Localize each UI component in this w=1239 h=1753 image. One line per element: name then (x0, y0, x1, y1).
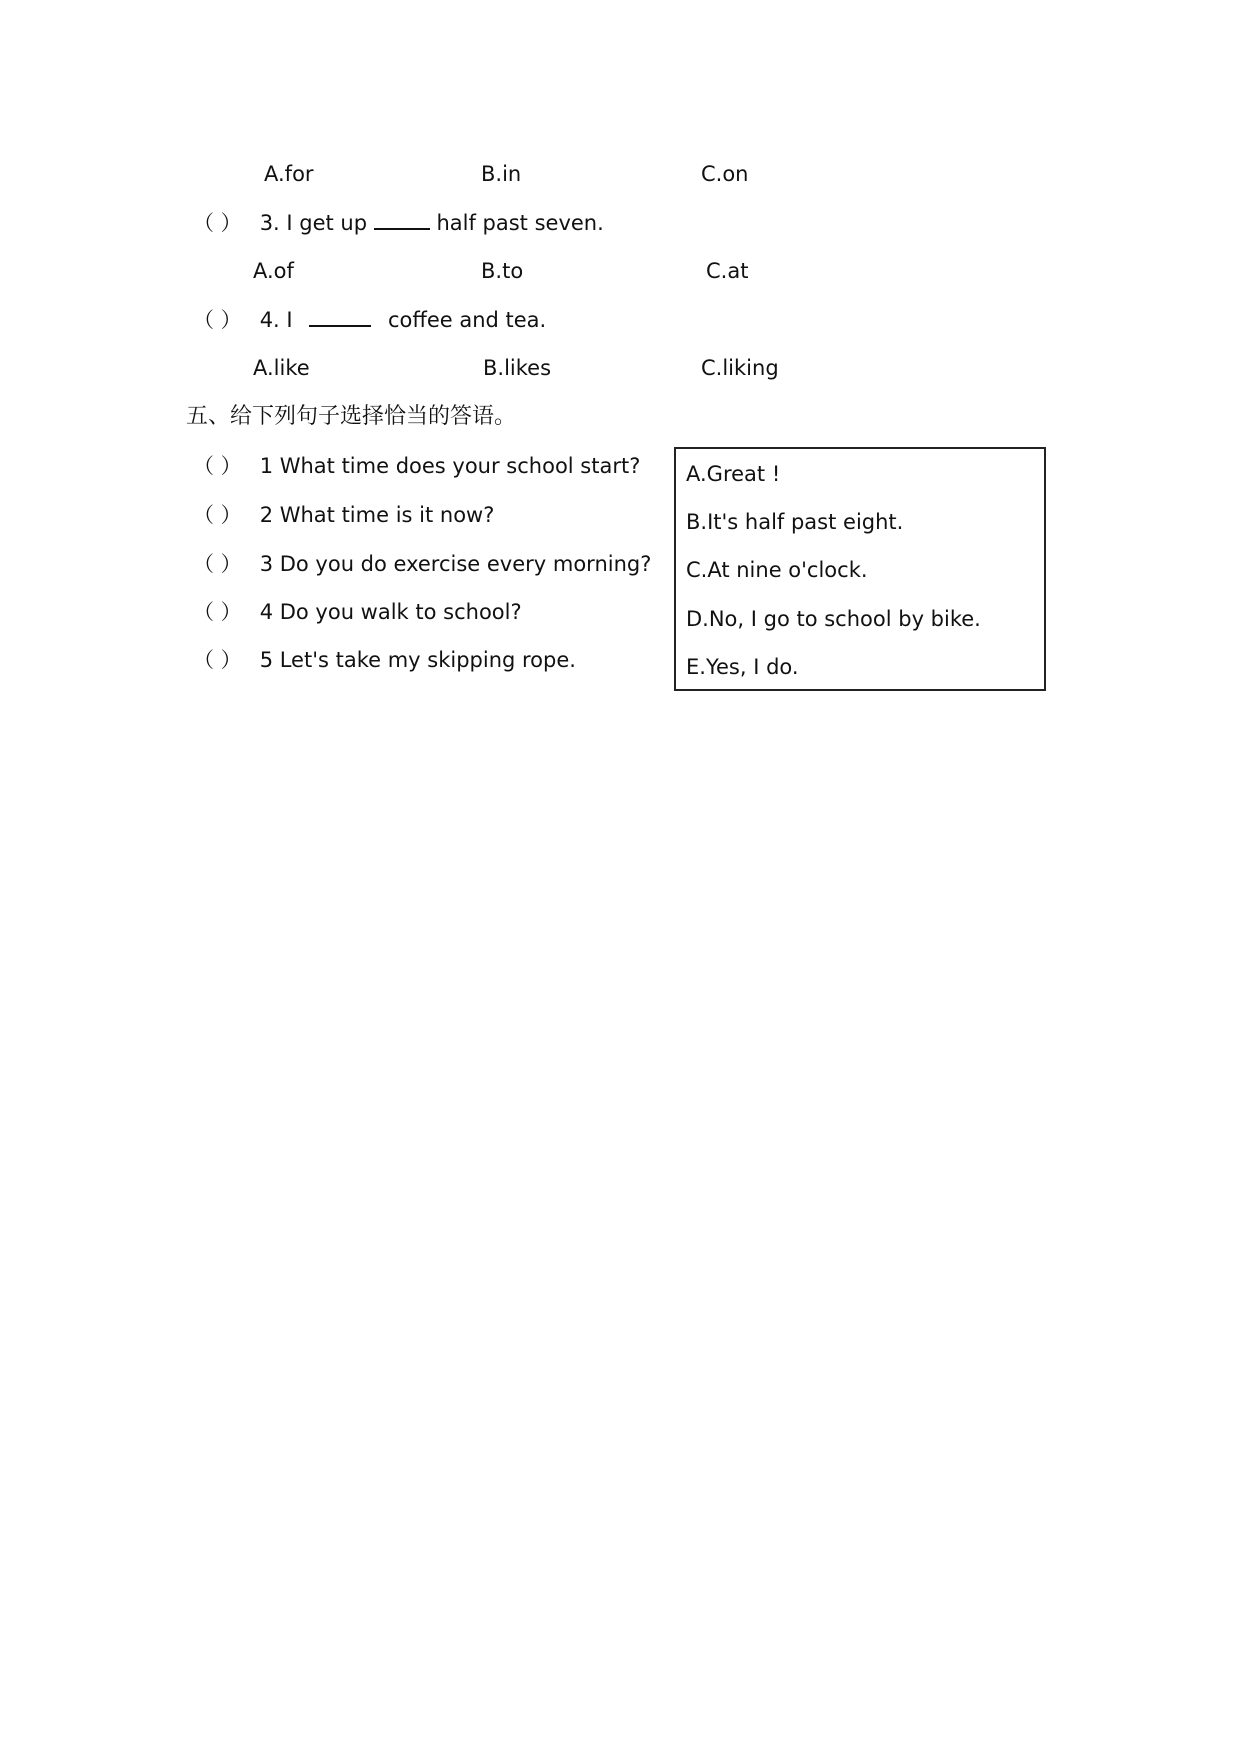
match-question-2 (193, 501, 494, 529)
answer-parentheses[interactable]: （ ） (193, 211, 242, 235)
fill-in-blank[interactable] (309, 305, 371, 327)
q4-option-c: C.liking (701, 356, 779, 380)
match-question-text: 1 What time does your school start? (259, 454, 641, 478)
answer-option-d: D.No, I go to school by bike. (686, 607, 981, 631)
answer-option-a: A.Great ! (686, 462, 781, 486)
answer-parentheses[interactable]: （ ） (193, 648, 242, 672)
question-3-text-after: half past seven. (436, 211, 604, 235)
q2-option-c: C.on (701, 162, 749, 186)
match-question-text: 2 What time is it now? (259, 503, 495, 527)
q2-option-a: A.for (264, 162, 314, 186)
question-3-text-before: 3. I get up (259, 211, 368, 235)
q3-option-c: C.at (706, 259, 749, 283)
answer-option-e: E.Yes, I do. (686, 655, 799, 679)
answer-option-c: C.At nine o'clock. (686, 558, 868, 582)
q4-option-a: A.like (253, 356, 310, 380)
answer-parentheses[interactable]: （ ） (193, 503, 242, 527)
answer-options-box (674, 447, 1046, 691)
question-3 (193, 208, 604, 237)
match-question-text: 3 Do you do exercise every morning? (259, 552, 652, 576)
answer-option-b: B.It's half past eight. (686, 510, 904, 534)
match-question-1 (193, 452, 640, 480)
match-question-3 (193, 550, 651, 578)
match-question-5 (193, 646, 576, 674)
q3-option-a: A.of (253, 259, 294, 283)
match-question-4 (193, 598, 522, 626)
answer-parentheses[interactable]: （ ） (193, 308, 242, 332)
fill-in-blank[interactable] (374, 208, 430, 230)
answer-parentheses[interactable]: （ ） (193, 600, 242, 624)
answer-parentheses[interactable]: （ ） (193, 552, 242, 576)
question-4-text-after: coffee and tea. (387, 308, 547, 332)
answer-parentheses[interactable]: （ ） (193, 454, 242, 478)
section-5-heading: 五、给下列句子选择恰当的答语。 (186, 404, 517, 429)
match-question-text: 5 Let's take my skipping rope. (259, 648, 576, 672)
question-4 (193, 305, 546, 334)
question-4-text-before: 4. I (259, 308, 293, 332)
match-question-text: 4 Do you walk to school? (259, 600, 522, 624)
q4-option-b: B.likes (483, 356, 552, 380)
q2-option-b: B.in (481, 162, 522, 186)
q3-option-b: B.to (481, 259, 524, 283)
